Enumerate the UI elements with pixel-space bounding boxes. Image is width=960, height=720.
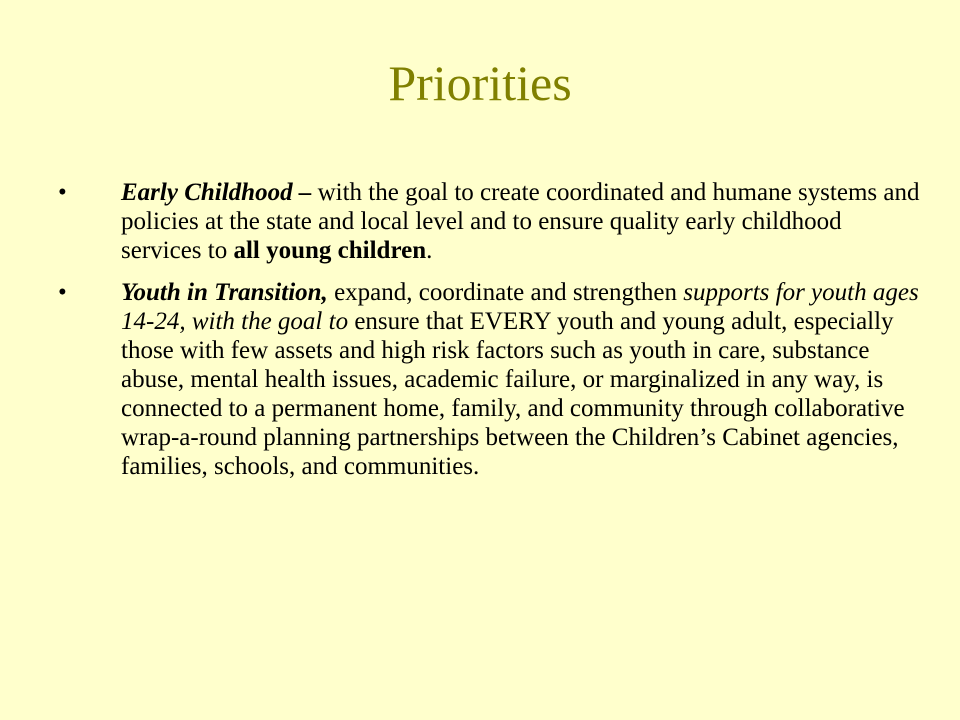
bullet-dot-icon: • [58,279,67,306]
bullet-italic-phrase: supports for youth ages 14-24, with the goal to [121,279,919,335]
bullet-text-end: . [426,237,433,264]
bullet-text-part: expand, coordinate and strengthen [327,279,684,306]
bullet-lead-youth-in-transition: Youth in Transition, [121,279,328,306]
bullet-list [58,178,920,494]
slide-title: Priorities [388,55,572,111]
bullet-text-end: ensure that EVERY youth and young adult, especially those with few assets and high risk factors such as youth in care, substance abuse, mental health issues, academic failure, or marginalized in any way, is connected to a permanent home, family, and community through collaborative wrap-a-round planning partnerships between the Children’s Cabinet agencies, families, schools, and communities. [121,308,905,480]
bullet-dot-icon: • [58,179,67,206]
bullet-lead-early-childhood: Early Childhood – [121,179,312,206]
bullet-text-part: with the goal to create coordinated and humane systems and policies at the state and local level and to ensure quality early childhood services to [121,179,920,264]
bullet-youth-in-transition [58,278,920,481]
bullet-early-childhood [58,178,920,265]
bullet-bold-phrase: all young children [233,237,427,264]
